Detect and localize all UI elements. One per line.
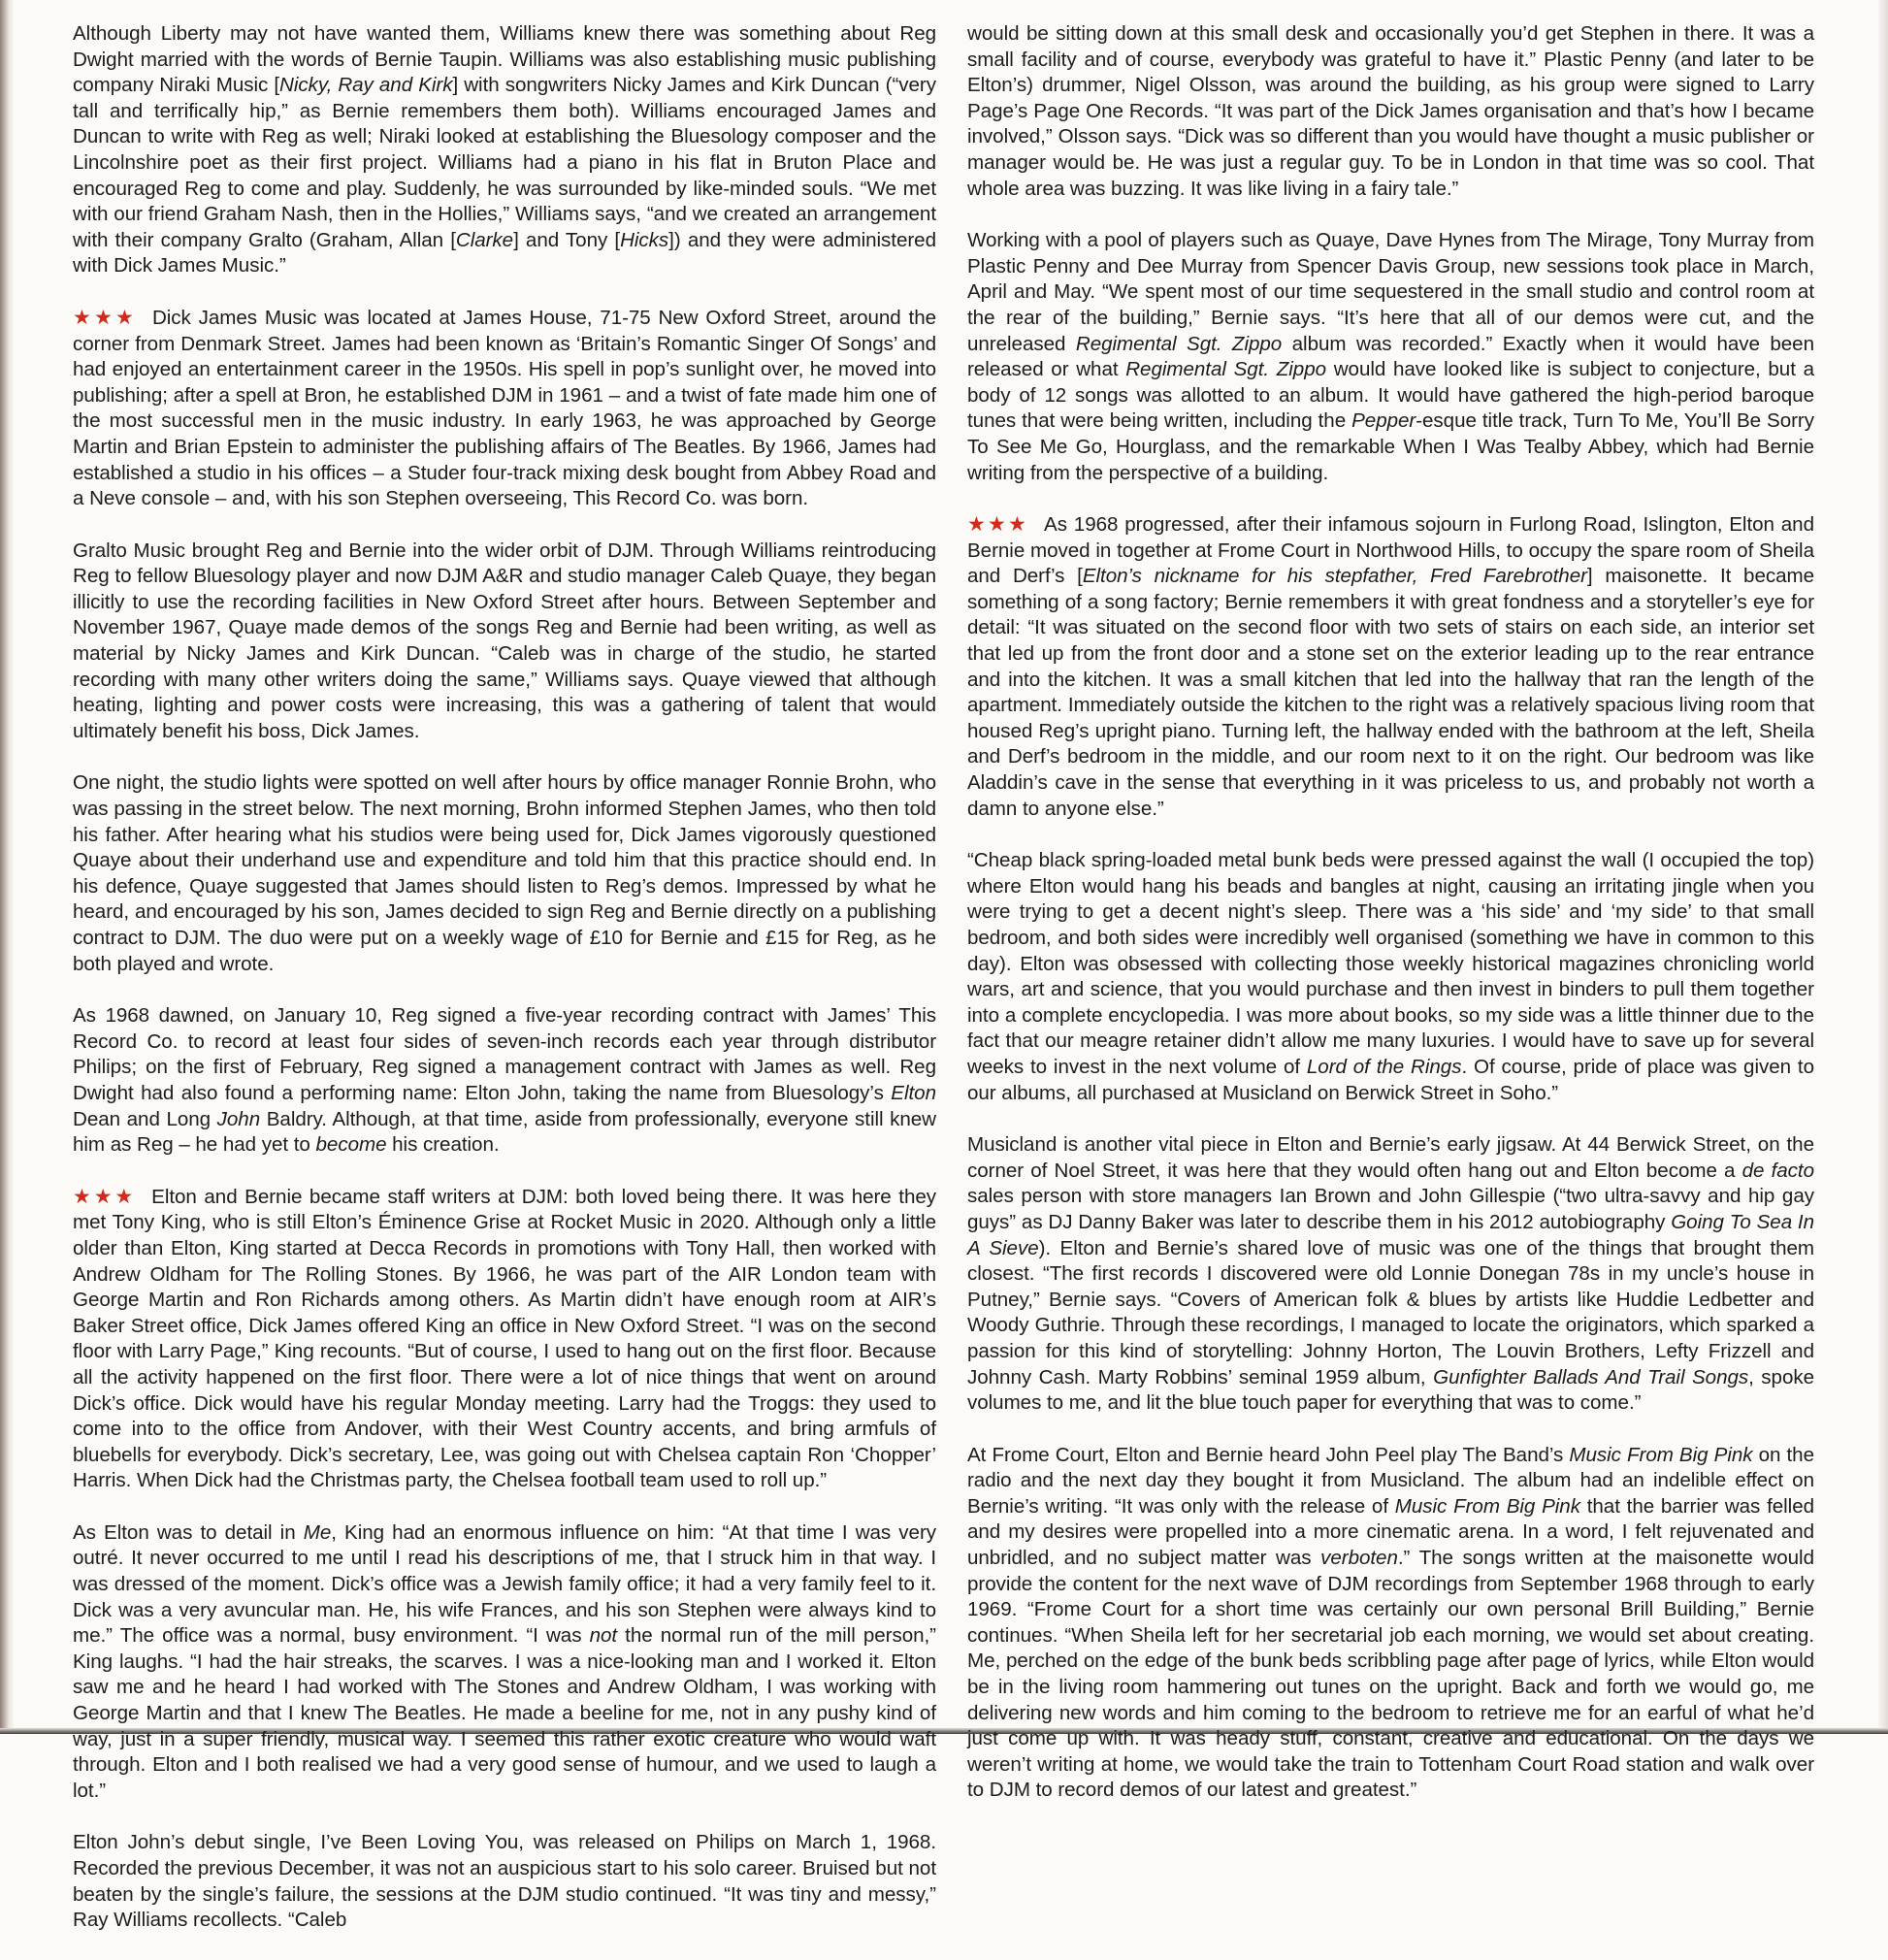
italic-text: Elton <box>891 1081 936 1104</box>
article-paragraph <box>73 1520 936 1805</box>
article-paragraph <box>967 512 1814 822</box>
body-text: Elton John’s debut single, I’ve Been Loving You, was released on Philips on March 1, 1968. Recorded the previous December, it was not an auspicious start to his solo career. Bruised but not beaten by the single’s failure, the sessions at the DJM studio continued. “It was tiny and messy,” Ray Williams recollects. “Caleb <box>73 1831 936 1932</box>
italic-text: de facto <box>1742 1159 1814 1182</box>
body-text: Baldry. Although, at that time, aside from professionally, everyone still knew him as Reg – he had yet to <box>73 1107 936 1157</box>
italic-text: Regimental Sgt. Zippo <box>1125 358 1327 381</box>
body-text: Dick James Music was located at James House, 71-75 New Oxford Street, around the corner from Denmark Street. James had been known as ‘Britain’s Romantic Singer Of Songs’ and had enjoyed an entertainment career in the 1950s. His spell in pop’s sunlight over, he moved into publishing; after a spell at Bron, he established DJM in 1961 – and a twist of fate made him one of the most successful men in the music industry. In early 1963, he was approached by George Martin and Brian Epstein to administer the publishing affairs of The Beatles. By 1966, James had established a studio in his offices – a Studer four-track mixing desk bought from Abbey Road and a Neve console – and, with his son Stephen overseeing, This Record Co. was born. <box>73 306 936 510</box>
body-text: album was recorded.” Exactly when it would have been released or what <box>967 332 1814 381</box>
article-paragraph <box>967 848 1814 1106</box>
body-text: the normal run of the mill person,” King laughs. “I had the hair streaks, the scarves. I was a nice-looking man and I worked it. Elton saw me and he heard I had worked with The Stones and Andrew Oldham, I was working with George Martin and that I knew The Beatles. He made a beeline for me, not in any pushy kind of way, just in a super friendly, musical way. I seemed this rather exotic creature who would waft through. Elton and I both realised we had a very good sense of humour, and we used to laugh a lot.” <box>73 1624 936 1802</box>
italic-text: Going To Sea In A Sieve <box>967 1210 1814 1259</box>
body-text: As 1968 progressed, after their infamous sojourn in Furlong Road, Islington, Elton and Bernie moved in together at Frome Court in Northwood Hills, to occupy the spare room of Sheila and Derf’s [ <box>967 513 1814 588</box>
section-break-stars-icon: ★★★ <box>73 1185 137 1208</box>
italic-text: Elton’s nickname for his stepfather, Fred Farebrother <box>1082 565 1587 588</box>
italic-text: Pepper <box>1351 409 1416 433</box>
body-text: “Cheap black spring-loaded metal bunk beds were pressed against the wall (I occupied the top) where Elton would hang his beads and bangles at night, causing an irritating jingle when you were trying to get a decent night’s sleep. There was a ‘his side’ and ‘my side’ to that small bedroom, and both sides were incredibly well organised (something we have in common to this day). Elton was obsessed with collecting those weekly historical magazines chronicling world wars, art and science, that you would purchase and then invest in binders to pull them together into a complete encyclopedia. I was more about books, so my side was a little thinner due to the fact that our meagre retainer didn’t allow me many luxuries. I would have to save up for several weeks to invest in the next volume of <box>967 849 1814 1078</box>
article-paragraph <box>967 228 1814 486</box>
body-text: Elton and Bernie became staff writers at DJM: both loved being there. It was here they met Tony King, who is still Elton’s Éminence Grise at Rocket Music in 2020. Although only a little older than Elton, King started at Decca Records in promotions with Tony Hall, then worked with Andrew Oldham for The Rolling Stones. By 1966, he was part of the AIR London team with George Martin and Ron Richards among others. As Martin didn’t have enough room at AIR’s Baker Street office, Dick James offered King an office in New Oxford Street. “I was on the second floor with Larry Page,” King recounts. “But of course, I used to hang out on the first floor. Because all the activity happened on the first floor. There were a lot of nice things that went on around Dick’s office. Dick would have his regular Monday meeting. Larry had the Troggs: they used to come into to the office from Andover, with their West Country accents, and bring armfuls of bluebells for everybody. Dick’s secretary, Lee, was going out with Chelsea captain Ron ‘Chopper’ Harris. When Dick had the Christmas party, the Chelsea football team used to roll up.” <box>73 1185 936 1492</box>
body-text: Although Liberty may not have wanted them, Williams knew there was something about Reg Dwight married with the words of Bernie Taupin. Williams was also establishing music publishing company Niraki Music [ <box>73 22 936 97</box>
body-text: ] and Tony [ <box>513 228 621 251</box>
italic-text: John <box>216 1107 261 1130</box>
body-text: As Elton was to detail in <box>73 1520 304 1544</box>
section-break-stars-icon: ★★★ <box>73 306 137 329</box>
body-text: ]) and they were administered with Dick James Music.” <box>73 228 936 278</box>
body-text: Dean and Long <box>73 1107 217 1130</box>
right-column <box>967 21 1814 1830</box>
body-text: Working with a pool of players such as Quaye, Dave Hynes from The Mirage, Tony Murray from Plastic Penny and Dee Murray from Spencer Davis Group, new sessions took place in March, April and May. “We spent most of our time sequestered in the small studio and control room at the rear of the building,” Bernie says. “It’s here that all of our demos were cut, and the unreleased <box>967 229 1814 355</box>
body-text: that the barrier was felled and my desires were propelled into a more cinematic arena. In a word, I felt rejuvenated and unbridled, and no subject matter was <box>967 1494 1814 1570</box>
body-text: As 1968 dawned, on January 10, Reg signed a five-year recording contract with James’ This Record Co. to record at least four sides of seven-inch records each year through distributor Philips; on the first of February, Reg signed a management contract with James as well. Reg Dwight had also found a performing name: Elton John, taking the name from Bluesology’s <box>73 1004 936 1104</box>
body-text: ). Elton and Bernie’s shared love of music was one of the things that brought them closest. “The first records I discovered were old Lonnie Donegan 78s in my uncle’s house in Putney,” Bernie says. “Covers of American folk & blues by artists like Huddie Ledbetter and Woody Guthrie. Through these recordings, I managed to locate the originators, which sparked a passion for this kind of storytelling: Johnny Horton, The Louvin Brothers, Lefty Frizzell and Johnny Cash. Marty Robbins’ seminal 1959 album, <box>967 1236 1814 1388</box>
body-text: on the radio and the next day they bought it from Musicland. The album had an indelible effect on Bernie’s writing. “It was only with the release of <box>967 1443 1814 1518</box>
body-text: .” The songs written at the maisonette would provide the content for the next wave of DJM recordings from September 1968 through to early 1969. “Frome Court for a short time was certainly our own personal Brill Building,” Bernie continues. “When Sheila left for her secretarial job each morning, we would set about creating. Me, perched on the edge of the bunk beds scribbling page after page of lyrics, while Elton would be in the living room hammering out tunes on the upright. Back and forth we would go, me delivering new words and him coming to the bedroom to retrieve me for an earful of what he’d just come up with. It was heady stuff, constant, creative and educational. On the days we weren’t writing at home, we would take the train to Tottenham Court Road station and walk over to DJM to record demos of our latest and greatest.” <box>967 1547 1814 1802</box>
body-text: his creation. <box>386 1133 500 1157</box>
body-text: One night, the studio lights were spotted on well after hours by office manager Ronnie Brohn, who was passing in the street below. The next morning, Brohn informed Stephen James, who then told his father. After hearing what his studios were being used for, Dick James vigorously questioned Quaye about their underhand use and expenditure and told him that this practice should end. In his defence, Quaye suggested that James should listen to Reg’s demos. Impressed by what he heard, and encouraged by his son, James decided to sign Reg and Bernie directly on a publishing contract to DJM. The duo were put on a weekly wage of £10 for Bernie and £15 for Reg, as he both played and wrote. <box>73 771 936 975</box>
body-text: would have looked like is subject to conjecture, but a body of 12 songs was allotted to an album. It would have gathered the high-period baroque tunes that were being written, including the <box>967 358 1814 433</box>
article-paragraph <box>73 770 936 977</box>
body-text: ] maisonette. It became something of a song factory; Bernie remembers it with great fondness and a storyteller’s eye for detail: “It was situated on the second floor with two sets of stairs on each side, an interior set that led up from the front door and a stone set on the exterior leading up to the rear entrance and into the kitchen. It was a small kitchen that led into the hallway that ran the length of the apartment. Immediately outside the kitchen to the right was a relatively spacious living room that housed Reg’s upright piano. Turning left, the hallway ended with the bathroom at the left, Sheila and Derf’s bedroom in the middle, and our room next to it on the right. Our bedroom was like Aladdin’s cave in the sense that everything in it was priceless to us, and probably not worth a damn to anyone else.” <box>967 565 1815 820</box>
article-paragraph <box>73 539 936 745</box>
article-paragraph <box>73 1830 936 1933</box>
article-paragraph <box>73 306 936 512</box>
italic-text: Music From Big Pink <box>1394 1494 1580 1518</box>
italic-text: Lord of the Rings <box>1306 1055 1462 1078</box>
left-column <box>73 21 936 1960</box>
body-text: . Of course, pride of place was given to our albums, all purchased at Musicland on Berwick Street in Soho.” <box>967 1055 1814 1104</box>
article-paragraph <box>73 21 936 279</box>
italic-text: Regimental Sgt. Zippo <box>1075 332 1283 355</box>
page-spine-edge <box>0 0 14 1734</box>
italic-text: become <box>315 1133 387 1157</box>
body-text: , King had an enormous influence on him: “At that time I was very outré. It never occurred to me until I read his descriptions of me, that I struck him in that way. I was dressed of the moment. Dick’s office was a Jewish family office; it had a very family feel to it. Dick was a very avuncular man. He, his wife Frances, and his son Stephen were always kind to me.” The office was a normal, busy environment. “I was <box>73 1520 937 1648</box>
body-text: Musicland is another vital piece in Elton and Bernie’s early jigsaw. At 44 Berwick Street, on the corner of Noel Street, it was here that they would often hang out and Elton become a <box>967 1133 1814 1182</box>
italic-text: Music From Big Pink <box>1569 1443 1753 1466</box>
italic-text: Hicks <box>620 228 669 251</box>
article-paragraph <box>967 1443 1814 1804</box>
article-paragraph <box>967 21 1814 202</box>
italic-text: verboten <box>1320 1547 1398 1570</box>
italic-text: Nicky, Ray and Kirk <box>279 74 453 97</box>
body-text: sales person with store managers Ian Brown and John Gillespie (“two ultra-savvy and hip gay guys” as DJ Danny Baker was later to describe them in his 2012 autobiography <box>967 1185 1814 1233</box>
section-break-stars-icon: ★★★ <box>967 513 1029 537</box>
body-text: would be sitting down at this small desk and occasionally you’d get Stephen in there. It was a small facility and of course, everybody was grateful to have it.” Plastic Penny (and later to be Elton’s) drummer, Nigel Olsson, was around the building, as his group were signed to Larry Page’s Page One Records. “It was part of the Dick James organisation and that’s how I became involved,” Olsson says. “Dick was so different than you would have thought a music publisher or manager would be. He was just a regular guy. To be in London in that time was so cool. That whole area was buzzing. It was like living in a fairy tale.” <box>967 22 1814 200</box>
article-paragraph <box>967 1132 1814 1417</box>
body-text: At Frome Court, Elton and Bernie heard John Peel play The Band’s <box>967 1443 1570 1466</box>
body-text: Gralto Music brought Reg and Bernie into the wider orbit of DJM. Through Williams reintroducing Reg to fellow Bluesology player and now DJM A&R and studio manager Caleb Quaye, they began illicitly to use the recording facilities in New Oxford Street after hours. Between September and November 1967, Quaye made demos of the songs Reg and Bernie had been writing, as well as material by Nicky James and Kirk Duncan. “Caleb was in charge of the studio, he started recording with many other writers doing the same,” Williams says. Quaye viewed that although heating, lighting and power costs were increasing, this was a gathering of talent that would ultimately benefit his boss, Dick James. <box>73 539 936 742</box>
body-text: ] with songwriters Nicky James and Kirk Duncan (“very tall and terrifically hip,” as Bernie remembers them both). Williams encouraged James and Duncan to write with Reg as well; Niraki looked at establishing the Bluesology composer and the Lincolnshire poet as their first project. Williams had a piano in his flat in Bruton Place and encouraged Reg to come and play. Suddenly, he was surrounded by like-minded souls. “We met with our friend Graham Nash, then in the Hollies,” Williams says, “and we created an arrangement with their company Gralto (Graham, Allan [ <box>73 74 936 251</box>
italic-text: Clarke <box>455 228 514 251</box>
body-text: -esque title track, Turn To Me, You’ll Be Sorry To See Me Go, Hourglass, and the remarkable When I Was Tealby Abbey, which had Bernie writing from the perspective of a building. <box>967 409 1814 484</box>
italic-text: Me <box>303 1520 332 1544</box>
body-text: , spoke volumes to me, and lit the blue touch paper for everything that was to come.” <box>967 1365 1815 1415</box>
page-right-edge <box>1878 0 1888 1734</box>
article-paragraph <box>73 1003 936 1159</box>
italic-text: Gunfighter Ballads And Trail Songs <box>1433 1365 1749 1388</box>
article-paragraph <box>73 1185 936 1494</box>
italic-text: not <box>589 1624 618 1648</box>
